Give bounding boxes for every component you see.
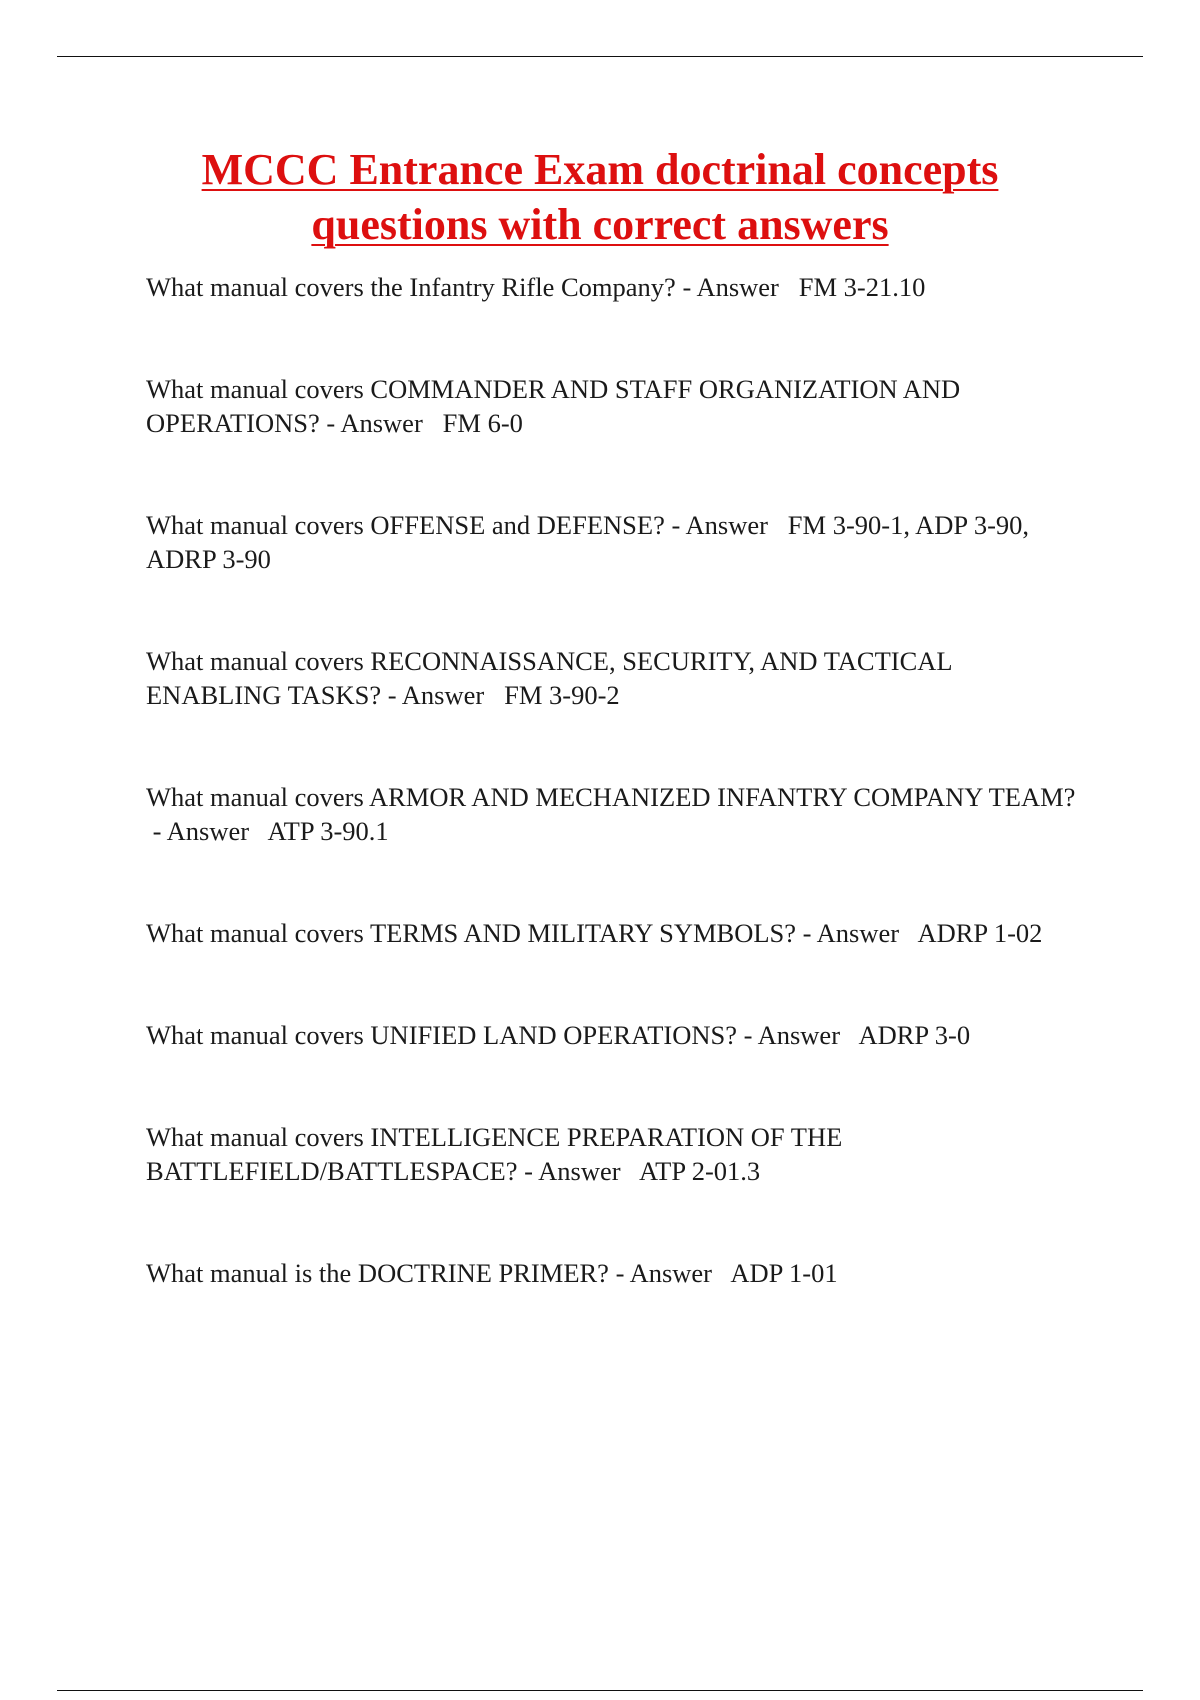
answer-text: ADRP 3-0 [858,1020,971,1050]
question-text: What manual covers ARMOR AND MECHANIZED INFANTRY COMPANY TEAM? [146,782,1076,812]
question-text: What manual covers UNIFIED LAND OPERATIONS? [146,1020,737,1050]
top-rule [57,56,1143,57]
answer-text: FM 3-90-1, ADP 3-90, ADRP 3-90 [146,510,1030,574]
answer-separator: - Answer [146,816,268,846]
answer-separator: - Answer [664,510,788,540]
question-text: What manual covers OFFENSE and DEFENSE? [146,510,665,540]
answer-separator: - Answer [319,408,443,438]
qa-item [146,508,1086,576]
answer-text: ATP 2-01.3 [638,1156,761,1186]
title-line-2: questions with correct answers [311,200,889,249]
answer-text: ATP 3-90.1 [267,816,389,846]
page-title [100,142,1100,252]
answer-separator: - Answer [381,680,505,710]
question-text: What manual is the DOCTRINE PRIMER? [146,1258,609,1288]
answer-text: FM 3-90-2 [504,680,620,710]
qa-list [146,270,1086,1358]
answer-separator: - Answer [608,1258,731,1288]
qa-item [146,1120,1086,1188]
answer-separator: - Answer [736,1020,859,1050]
qa-item [146,372,1086,440]
question-text: What manual covers TERMS AND MILITARY SYMBOLS? [146,918,797,948]
answer-separator: - Answer [796,918,918,948]
question-text: What manual covers the Infantry Rifle Company? [146,272,676,302]
answer-text: ADP 1-01 [730,1258,838,1288]
question-text: What manual covers RECONNAISSANCE, SECURITY, AND TACTICAL ENABLING TASKS? [146,646,952,710]
qa-item [146,1256,1086,1290]
answer-text: ADRP 1-02 [917,918,1043,948]
qa-item [146,644,1086,712]
bottom-rule [57,1690,1143,1691]
answer-separator: - Answer [517,1156,639,1186]
qa-item [146,1018,1086,1052]
qa-item [146,780,1086,848]
qa-item [146,916,1086,950]
question-text: What manual covers INTELLIGENCE PREPARATION OF THE BATTLEFIELD/BATTLESPACE? [146,1122,843,1186]
answer-text: FM 6-0 [442,408,523,438]
answer-separator: - Answer [675,272,799,302]
qa-item [146,270,1086,304]
answer-text: FM 3-21.10 [798,272,926,302]
title-line-1: MCCC Entrance Exam doctrinal concepts [201,145,999,194]
question-text: What manual covers COMMANDER AND STAFF ORGANIZATION AND OPERATIONS? [146,374,961,438]
